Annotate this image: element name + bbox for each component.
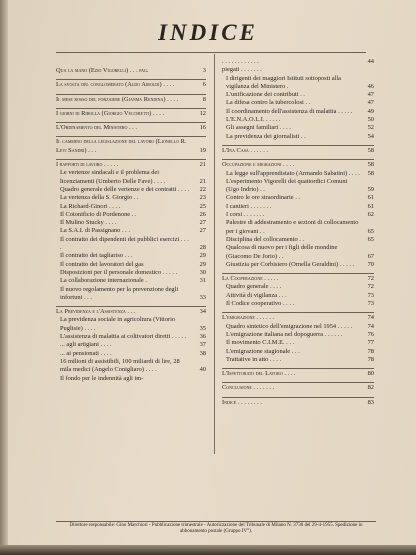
index-section-entry — [56, 136, 206, 155]
entry-label: I cantieri . . . . . . . — [226, 202, 272, 210]
entry-label: L'assistenza di malattia ai coltivatori diretti . . . . . — [60, 333, 187, 341]
entry-label: Qualcosa di nuovo per i figli delle mondine (Giacomo De Jorio) . . — [226, 244, 338, 260]
index-entry — [56, 227, 206, 235]
index-entry — [56, 261, 206, 269]
entry-label: Il nuovo regolamento per la prevenzione degli infortuni . . . — [60, 285, 179, 301]
entry-label: Quadro generale delle vertenze e dei contratti . . . . — [60, 185, 190, 193]
index-entry — [222, 75, 374, 92]
entry-label: Il mese rosso del forzaiere (Gianma Rendina) . . . . — [56, 95, 179, 103]
entry-page-number: 74 — [367, 314, 374, 322]
entry-label: La previdenza sociale in agricoltura (Vittorio Puglisie) . . . . — [60, 316, 176, 332]
entry-page-number: 26 — [199, 210, 206, 218]
entry-page-number: 25 — [199, 202, 206, 210]
entry-page-number: 23 — [199, 194, 206, 202]
entry-label: La svolta del conglomerato (Aldo Airoldi) . . . . — [56, 81, 175, 89]
index-entry — [56, 358, 206, 375]
entry-page-number: 80 — [367, 370, 374, 378]
entry-page-number: 52 — [367, 124, 374, 132]
page-bottom-edge — [0, 545, 416, 555]
index-section-entry — [56, 79, 206, 89]
index-entry — [222, 339, 374, 347]
index-entry — [56, 219, 206, 227]
index-entry — [222, 292, 374, 300]
entry-page-number: 58 — [367, 146, 374, 154]
entry-label: Il fondo per le indennità agli im- — [60, 374, 144, 382]
entry-label: Disciplina del collocamento . . — [226, 235, 305, 243]
index-entry — [222, 124, 374, 132]
index-entry — [222, 244, 374, 261]
entry-page-number: 30 — [199, 268, 206, 276]
entry-page-number: 76 — [367, 330, 374, 338]
entry-page-number: 49 — [367, 107, 374, 115]
page-edge-shadow — [0, 0, 8, 555]
index-entry — [222, 194, 374, 202]
index-entry — [222, 108, 374, 116]
entry-label: ... ai pensionati . . . . — [60, 349, 112, 357]
entry-label: La vertenza della S. Giorgio . . — [60, 194, 139, 202]
entry-label: . . . . . . . . . . . . — [222, 58, 259, 65]
entry-label: Occupazione e migrazioni . . . . — [222, 161, 295, 169]
index-entry — [222, 99, 374, 107]
entry-label: L'E.N.A.O.L.I. . . . . . — [226, 116, 281, 124]
entry-label: L'Ispettorato del Lavoro . . . . — [222, 370, 296, 378]
entry-page-number: 36 — [199, 333, 206, 341]
index-section-entry — [222, 397, 374, 407]
index-entry — [56, 169, 206, 186]
entry-page-number: 37 — [199, 341, 206, 349]
entry-label: Quadro sintetico dell'emigrazione nel 1954 . . . . . — [226, 322, 353, 330]
index-entry — [56, 333, 206, 341]
column-divider — [214, 54, 215, 454]
entry-label: Il contratto dei tagliariso . . . — [60, 252, 133, 260]
entry-page-number: 28 — [199, 244, 206, 252]
entry-label: Contro le ore straordinarie . . — [226, 194, 301, 202]
entry-page-number: 40 — [199, 366, 206, 374]
entry-label: I dirigenti dei maggiori Istituti sottoposti alla vigilanza del Ministero . — [226, 74, 342, 90]
entry-page-number: 47 — [367, 99, 374, 107]
entry-page-number: 38 — [199, 349, 206, 357]
entry-label: La previdenza dei giornalisti . . — [226, 132, 306, 140]
entry-page-number: 47 — [367, 91, 374, 99]
index-entry — [56, 375, 206, 383]
entry-label: Attività di vigilanza . . . — [226, 291, 287, 299]
entry-page-number: 70 — [367, 260, 374, 268]
index-entry — [222, 170, 374, 178]
index-entry — [222, 211, 374, 219]
entry-page-number: 77 — [367, 339, 374, 347]
entry-page-number: 73 — [367, 300, 374, 308]
entry-label: Conclusione . . . . . . . — [222, 384, 275, 392]
title-rule — [56, 52, 366, 53]
entry-page-number: 19 — [199, 146, 206, 154]
entry-page-number: 67 — [367, 252, 374, 260]
entry-page-number: 58 — [367, 169, 374, 177]
entry-page-number: 27 — [199, 219, 206, 227]
entry-page-number: 21 — [199, 161, 206, 169]
index-section-entry — [56, 159, 206, 169]
entry-page-number: 3 — [202, 67, 206, 74]
entry-label: Il Mulino Stucky . . . . — [60, 219, 117, 227]
index-entry — [222, 203, 374, 211]
entry-label: Quadro generale . . . . — [226, 283, 282, 291]
left-column — [56, 66, 206, 383]
entry-label: Trattative in atto . . . . — [226, 355, 282, 363]
index-entry — [222, 283, 374, 291]
index-section-entry — [222, 368, 374, 378]
entry-label: Il Cotonificio di Pordenone . . — [60, 210, 137, 218]
index-entry — [56, 286, 206, 303]
entry-label: piegati . . . . . . . — [222, 66, 262, 74]
entry-page-number: 54 — [367, 132, 374, 140]
entry-label: L'emigrazione . . . . . . — [222, 314, 275, 322]
entry-label: Le vertenze sindacali e il problema dei licenziamenti (Umberto Delle Fave) . . . . — [60, 169, 166, 185]
index-entry — [222, 331, 374, 339]
entry-label: La Previdenza e l'Assistenza . . . — [56, 308, 136, 316]
entry-label: Palestre di addestramento e sezioni di collocamento per i giovani . . — [226, 219, 359, 235]
index-section-entry — [222, 159, 374, 169]
entry-label: Gli assegni familiari . . . . — [226, 124, 291, 132]
entry-label: L'Ordinamento del Ministero . . . — [56, 124, 137, 132]
index-entry — [56, 341, 206, 349]
index-entry — [56, 203, 206, 211]
index-entry — [56, 269, 206, 277]
entry-page-number: 12 — [199, 109, 206, 117]
index-entry — [56, 211, 206, 219]
entry-label: 16 milioni di assistibili, 100 miliardi di lire, 28 mila medici (Angelo Conigliaro) . . . . — [60, 357, 180, 374]
entry-label: La S.A.I. di Passignano . . . — [60, 227, 130, 235]
entry-label: Il cammino della legislazione del lavoro (Lionello R. Levi Sandri) . . . — [56, 138, 187, 154]
colophon: Direttore responsabile: Gino Marchiori - Pubblicazione trimestrale - Autorizzazione del Tribunale di Milano N. 3730 del 29-4-1955. Spedizione in abbonamento postale (Gruppo IV°). — [56, 521, 376, 535]
index-section-entry — [222, 382, 374, 392]
index-entry — [222, 66, 374, 74]
entry-page-number: 35 — [199, 324, 206, 332]
entry-label: Qua la mano (Ezio Vigorelli) . . . pag. — [56, 67, 149, 74]
entry-label: Indice . . . . . . . . — [222, 398, 262, 406]
index-entry — [222, 58, 374, 66]
entry-page-number: 46 — [367, 82, 374, 90]
entry-label: Disposizioni per il personale domestico . . . . . — [60, 268, 178, 276]
index-entry — [222, 133, 374, 141]
entry-label: L'unificazione dei contributi . . — [226, 91, 305, 99]
entry-page-number: 83 — [367, 398, 374, 406]
entry-page-number: 31 — [199, 277, 206, 285]
entry-page-number: 29 — [199, 252, 206, 260]
entry-page-number: 27 — [199, 227, 206, 235]
page-title: INDICE — [158, 20, 258, 45]
index-section-entry — [56, 122, 206, 132]
index-entry — [222, 300, 374, 308]
index-entry — [222, 116, 374, 124]
index-section-entry — [222, 273, 374, 283]
entry-page-number: 16 — [199, 124, 206, 132]
entry-page-number: 82 — [367, 384, 374, 392]
entry-page-number: 33 — [199, 293, 206, 301]
index-entry — [222, 323, 374, 331]
entry-label: ... agli artigiani . . . . — [60, 341, 112, 349]
entry-page-number: 61 — [367, 194, 374, 202]
entry-page-number: 59 — [367, 186, 374, 194]
index-entry — [222, 261, 374, 269]
index-entry — [56, 350, 206, 358]
index-entry — [222, 348, 374, 356]
entry-label: Il movimento C.I.M.E. . . . — [226, 339, 295, 347]
entry-page-number: 44 — [367, 58, 374, 65]
entry-page-number: 58 — [367, 161, 374, 169]
index-entry — [56, 316, 206, 333]
index-section-entry — [222, 145, 374, 155]
index-entry — [56, 186, 206, 194]
entry-page-number: 65 — [367, 235, 374, 243]
index-section-entry — [222, 312, 374, 322]
entry-label: L'emigrazione italiana nel dopoguerra . . . . . . — [226, 330, 343, 338]
entry-label: I corsi . . . . . . . — [226, 211, 265, 219]
entry-label: Il Codice cooperativo . . . . — [226, 300, 295, 308]
entry-label: La Cooperazione . . . . . — [222, 275, 279, 283]
entry-page-number: 74 — [367, 322, 374, 330]
entry-label: La legge sull'apprendistato (Armando Sabatini) . . . . — [226, 169, 360, 177]
index-section-entry — [56, 66, 206, 75]
index-section-entry — [56, 94, 206, 104]
entry-page-number: 21 — [199, 177, 206, 185]
entry-page-number: 72 — [367, 283, 374, 291]
index-entry — [56, 252, 206, 260]
entry-page-number: 78 — [367, 347, 374, 355]
entry-page-number: 73 — [367, 291, 374, 299]
entry-label: La Richard-Ginori . . . . — [60, 202, 121, 210]
entry-page-number: 65 — [367, 227, 374, 235]
entry-label: I giorni di Ribolla (Giorgio Vecchietti) . . . . — [56, 109, 165, 117]
entry-label: Il contratto dei lavoratori del gas — [60, 260, 144, 268]
index-section-entry — [56, 306, 206, 316]
entry-page-number: 62 — [367, 211, 374, 219]
entry-label: I rapporti di lavoro . . . . . — [56, 161, 119, 169]
entry-page-number: 61 — [367, 202, 374, 210]
index-entry — [56, 194, 206, 202]
entry-page-number: 22 — [199, 185, 206, 193]
entry-label: Il coordinamento dell'assistenza di malattia . . . . . — [226, 107, 353, 115]
index-entry — [56, 277, 206, 285]
index-entry — [222, 91, 374, 99]
index-section-entry — [56, 108, 206, 118]
right-column — [222, 58, 374, 407]
index-entry — [222, 178, 374, 195]
index-entry — [222, 356, 374, 364]
entry-page-number: 50 — [367, 116, 374, 124]
index-entry — [222, 236, 374, 244]
entry-page-number: 8 — [202, 95, 206, 103]
entry-label: L'emigrazione stagionale . . . — [226, 347, 300, 355]
entry-label: Giustizia per Corbisiero (Ornella Geraldini) . . . . . — [226, 260, 355, 268]
index-entry — [222, 219, 374, 236]
entry-page-number: 29 — [199, 260, 206, 268]
index-entry — [56, 236, 206, 253]
entry-page-number: 34 — [199, 308, 206, 316]
entry-page-number: 6 — [202, 81, 206, 89]
entry-label: La collaborazione internazionale . — [60, 277, 147, 285]
entry-label: Il contratto dei dipendenti dei pubblici esercizi . . . . — [60, 235, 189, 252]
entry-label: L'esperimento Vigorelli dei quattordici Comuni (Ugo Indrio) . . — [226, 177, 348, 194]
entry-page-number: 78 — [367, 355, 374, 363]
entry-label: L'Ina Casa . . . . . . — [222, 146, 268, 154]
entry-page-number: 72 — [367, 275, 374, 283]
entry-label: La difesa contro la tubercolosi . . — [226, 99, 311, 107]
